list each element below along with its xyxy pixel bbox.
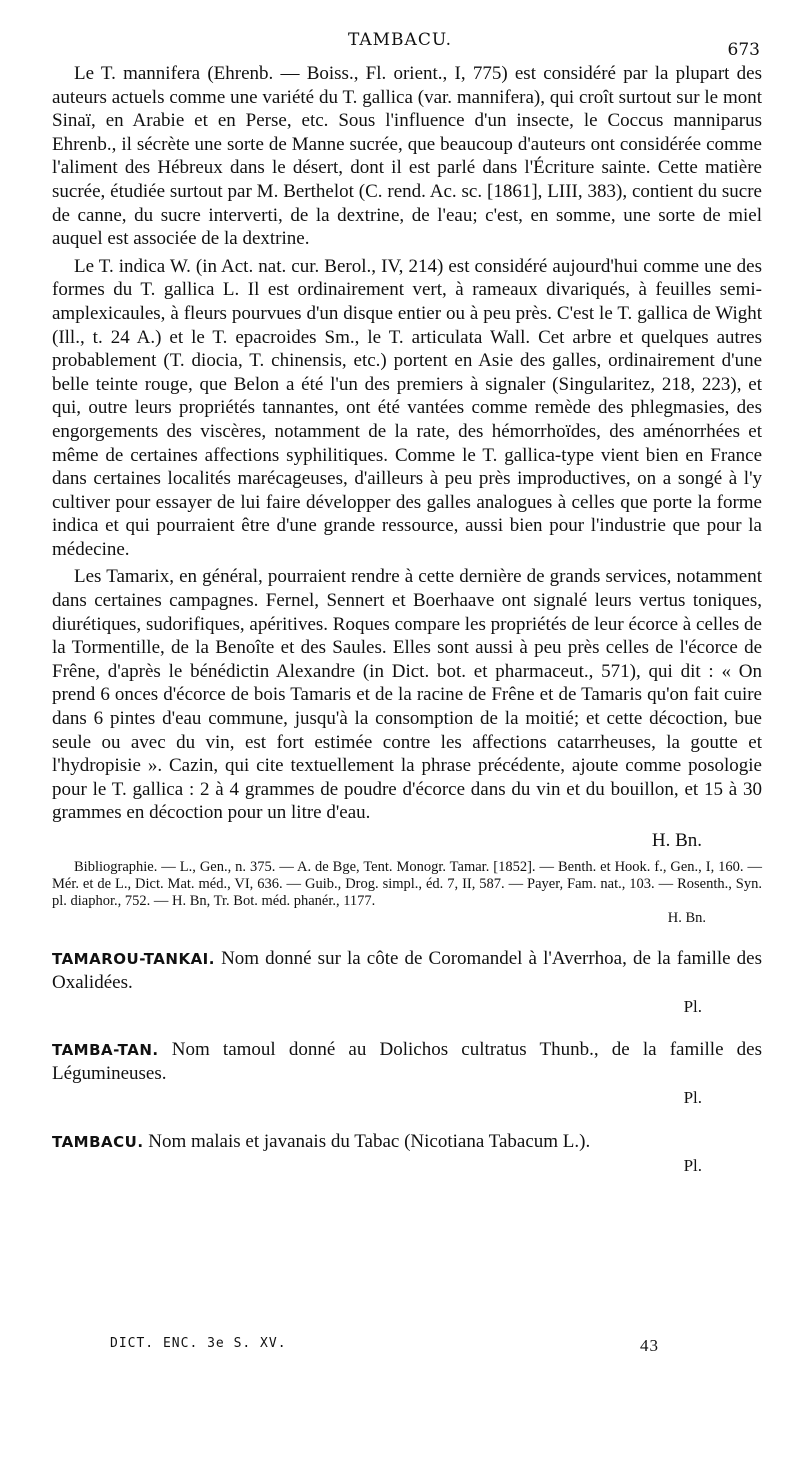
paragraph-indica: Le T. indica W. (in Act. nat. cur. Berol., IV, 214) est considéré aujourd'hui comme une des formes du T. gallica L. Il est ordinairement vert, à rameaux divariqués, à feuilles semi-amplexicaules, à fleurs pourvues d'un disque entier ou à peu près. C'est le T. gallica de Wight (Ill., t. 24 A.) et le T. epacroides Sm., le T. articulata Wall. Cet arbre et quelques autres probablement (T. diocia, T. chinensis, etc.) portent en Asie des galles, ordinairement d'une belle teinte rouge, que Belon a été l'un des premiers à signaler (Singularitez, 218, 223), et qui, outre leurs propriétés tannantes, ont été vantées comme remède des phlegmasies, des engorgements des viscères, notamment de la rate, des hémorrhoïdes, des aménorrhées et même de certaines affections syphilitiques. Comme le T. gallica-type vient bien en France dans certaines localités marécageuses, d'ailleurs à peu près improductives, on a songé à l'y cultiver pour essayer de lui faire développer des galles analogues à celles que porte la forme indica et qui pourraient être d'une grande ressource, aussi bien pour l'industrie que pour la médecine.: [52, 255, 762, 560]
entry-signature: Pl.: [683, 1088, 702, 1108]
entry-signature: Pl.: [683, 1155, 702, 1175]
entry-text: Nom donné sur la côte de Coromandel à l'Averrhoa, de la famille des Oxalidées.: [52, 947, 762, 993]
entry-headword: TAMBA-TAN.: [52, 1041, 159, 1060]
entry-tamba-tan: [52, 1038, 762, 1086]
sheet-number: 43: [640, 1336, 659, 1355]
article-signature: H. Bn.: [651, 830, 702, 851]
entry-signature: Pl.: [683, 996, 702, 1016]
page-number: 673: [727, 40, 760, 60]
running-title: TAMBACU.: [347, 30, 453, 50]
entry-text: Nom tamoul donné au Dolichos cultratus Thunb., de la famille des Légumineuses.: [52, 1039, 762, 1085]
entry-headword: TAMBACU.: [52, 1132, 144, 1151]
entry-text: Nom malais et javanais du Tabac (Nicotiana Tabacum L.).: [148, 1130, 591, 1152]
entry-headword: TAMAROU-TANKAI.: [52, 949, 215, 968]
entry-tambacu: [52, 1130, 762, 1154]
volume-reference: DICT. ENC. 3e S. XV.: [110, 1336, 287, 1351]
page-footer: [110, 1336, 710, 1355]
article-body: [52, 62, 762, 1177]
paragraph-tamarix-uses: Les Tamarix, en général, pourraient rendre à cette dernière de grands services, notamment dans certaines campagnes. Fernel, Sennert et Boerhaave ont signalé leurs vertus toniques, diurétiques, sudorifiques, apéritives. Roques compare les propriétés de leur écorce à celles de la Tormentille, de la Benoîte et des Saules. Elles sont aussi à peu près celles de l'écorce de Frêne, d'après le bénédictin Alexandre (in Dict. bot. et pharmaceut., 571), qui dit : « On prend 6 onces d'écorce de bois Tamaris et de la racine de Frêne et de Tamaris qu'on fait cuire dans 6 pintes d'eau commune, jusqu'à la consomption de la moitié; et cette décoction, bue seule ou avec du vin, est fort estimée contre les affections catarrheuses, la goutte et l'hydropisie ». Cazin, qui cite textuellement la phrase précédente, ajoute comme posologie pour le T. gallica : 2 à 4 grammes de poudre d'écorce dans du vin et du bouillon, et 15 à 30 grammes en décoction pour un litre d'eau.: [52, 566, 762, 824]
entry-tamarou-tankai: [52, 947, 762, 995]
paragraph-mannifera: Le T. mannifera (Ehrenb. — Boiss., Fl. orient., I, 775) est considéré par la plupart des auteurs actuels comme une variété du T. gallica (var. mannifera), qui croît surtout sur le mont Sinaï, en Arabie et en Perse, etc. Sous l'influence d'un insecte, le Coccus manniparus Ehrenb., il sécrète une sorte de Manne sucrée, que beaucoup d'auteurs ont considérée comme l'aliment des Hébreux dans le désert, dont il est parlé dans l'Écriture sainte. Cette matière sucrée, étudiée surtout par M. Berthelot (C. rend. Ac. sc. [1861], LIII, 383), contient du sucre de canne, du sucre interverti, de la dextrine, de l'eau; c'est, en somme, une sorte de miel auquel est associée de la dextrine.: [52, 63, 762, 250]
bibliography-signature: H. Bn.: [667, 909, 706, 926]
bibliography: Bibliographie. — L., Gen., n. 375. — A. de Bge, Tent. Monogr. Tamar. [1852]. — Benth. et Hook. f., Gen., I, 160. — Mér. et de L., Dict. Mat. méd., VI, 636. — Guib., Drog. simpl., éd. 7, II, 587. — Payer, Fam. nat., 103. — Rosenth., Syn. pl. diaphor., 752. — H. Bn, Tr. Bot. méd. phanér., 1177.: [52, 858, 762, 909]
